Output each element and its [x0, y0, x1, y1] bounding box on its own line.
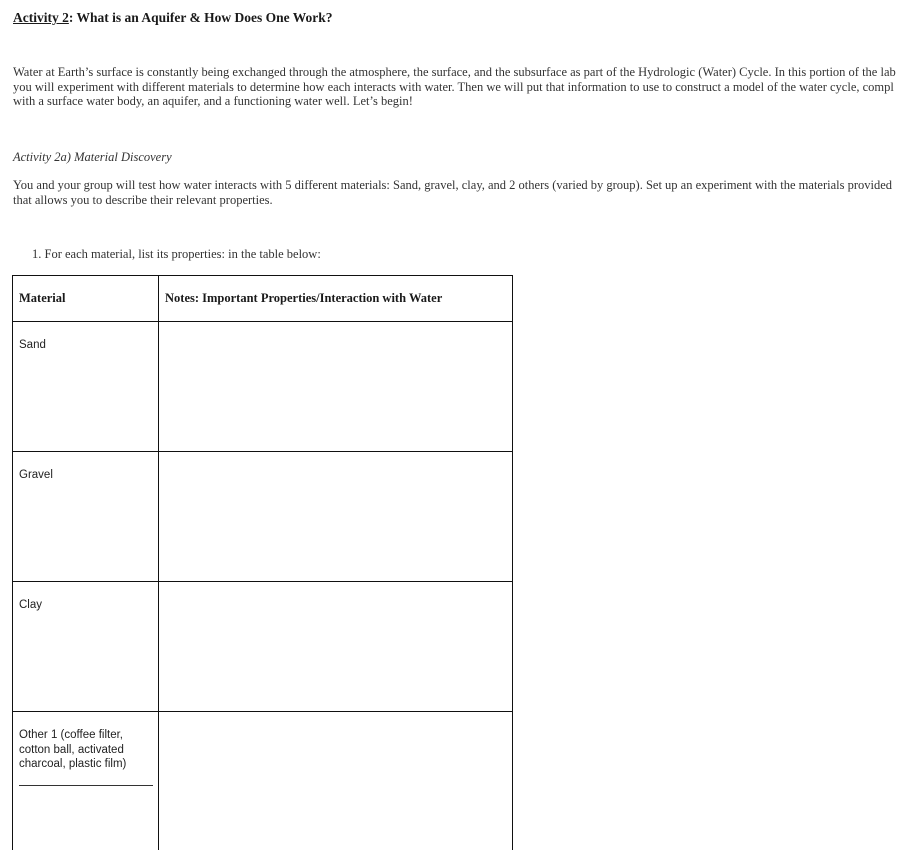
intro-paragraph — [13, 65, 914, 109]
table-header-row — [13, 276, 513, 322]
instructions-line: that allows you to describe their relevant properties. — [13, 192, 273, 207]
question-1: 1. For each material, list its properties: in the table below: — [32, 247, 321, 261]
intro-line: Water at Earth’s surface is constantly being exchanged through the atmosphere, the surface, and the subsurface as part of the Hydrologic (Water) Cycle. In this portion of the lab — [13, 65, 896, 79]
other-material-label: Other 1 (coffee filter, cotton ball, activated charcoal, plastic film) — [19, 729, 127, 770]
notes-cell[interactable] — [159, 582, 513, 712]
table-row — [13, 582, 513, 712]
intro-line: you will experiment with different materials to determine how each interacts with water. Then we will put that information to use to construct a model of the water cycle, compl — [13, 79, 894, 94]
activity-heading — [13, 10, 333, 26]
notes-cell[interactable] — [159, 452, 513, 582]
table-row — [13, 322, 513, 452]
activity-title: : What is an Aquifer & How Does One Work? — [68, 10, 333, 25]
subheading: Activity 2a) Material Discovery — [13, 150, 172, 164]
table-row — [13, 452, 513, 582]
material-cell: Gravel — [13, 452, 159, 582]
instructions-paragraph — [13, 178, 914, 207]
properties-table — [12, 275, 513, 850]
activity-label: Activity 2 — [13, 10, 69, 25]
instructions-line: You and your group will test how water interacts with 5 different materials: Sand, gravel, clay, and 2 others (varied by group). Set up an experiment with the materials provided — [13, 178, 893, 192]
notes-cell[interactable] — [159, 712, 513, 850]
material-cell: Clay — [13, 582, 159, 712]
intro-line: with a surface water body, an aquifer, and a functioning water well. Let’s begin! — [13, 94, 413, 109]
notes-cell[interactable] — [159, 322, 513, 452]
material-cell: Sand — [13, 322, 159, 452]
material-cell-other — [13, 712, 159, 850]
header-material: Material — [13, 276, 159, 322]
table-row — [13, 712, 513, 850]
header-notes: Notes: Important Properties/Interaction with Water — [159, 276, 513, 322]
fill-in-blank-line[interactable] — [19, 772, 153, 786]
